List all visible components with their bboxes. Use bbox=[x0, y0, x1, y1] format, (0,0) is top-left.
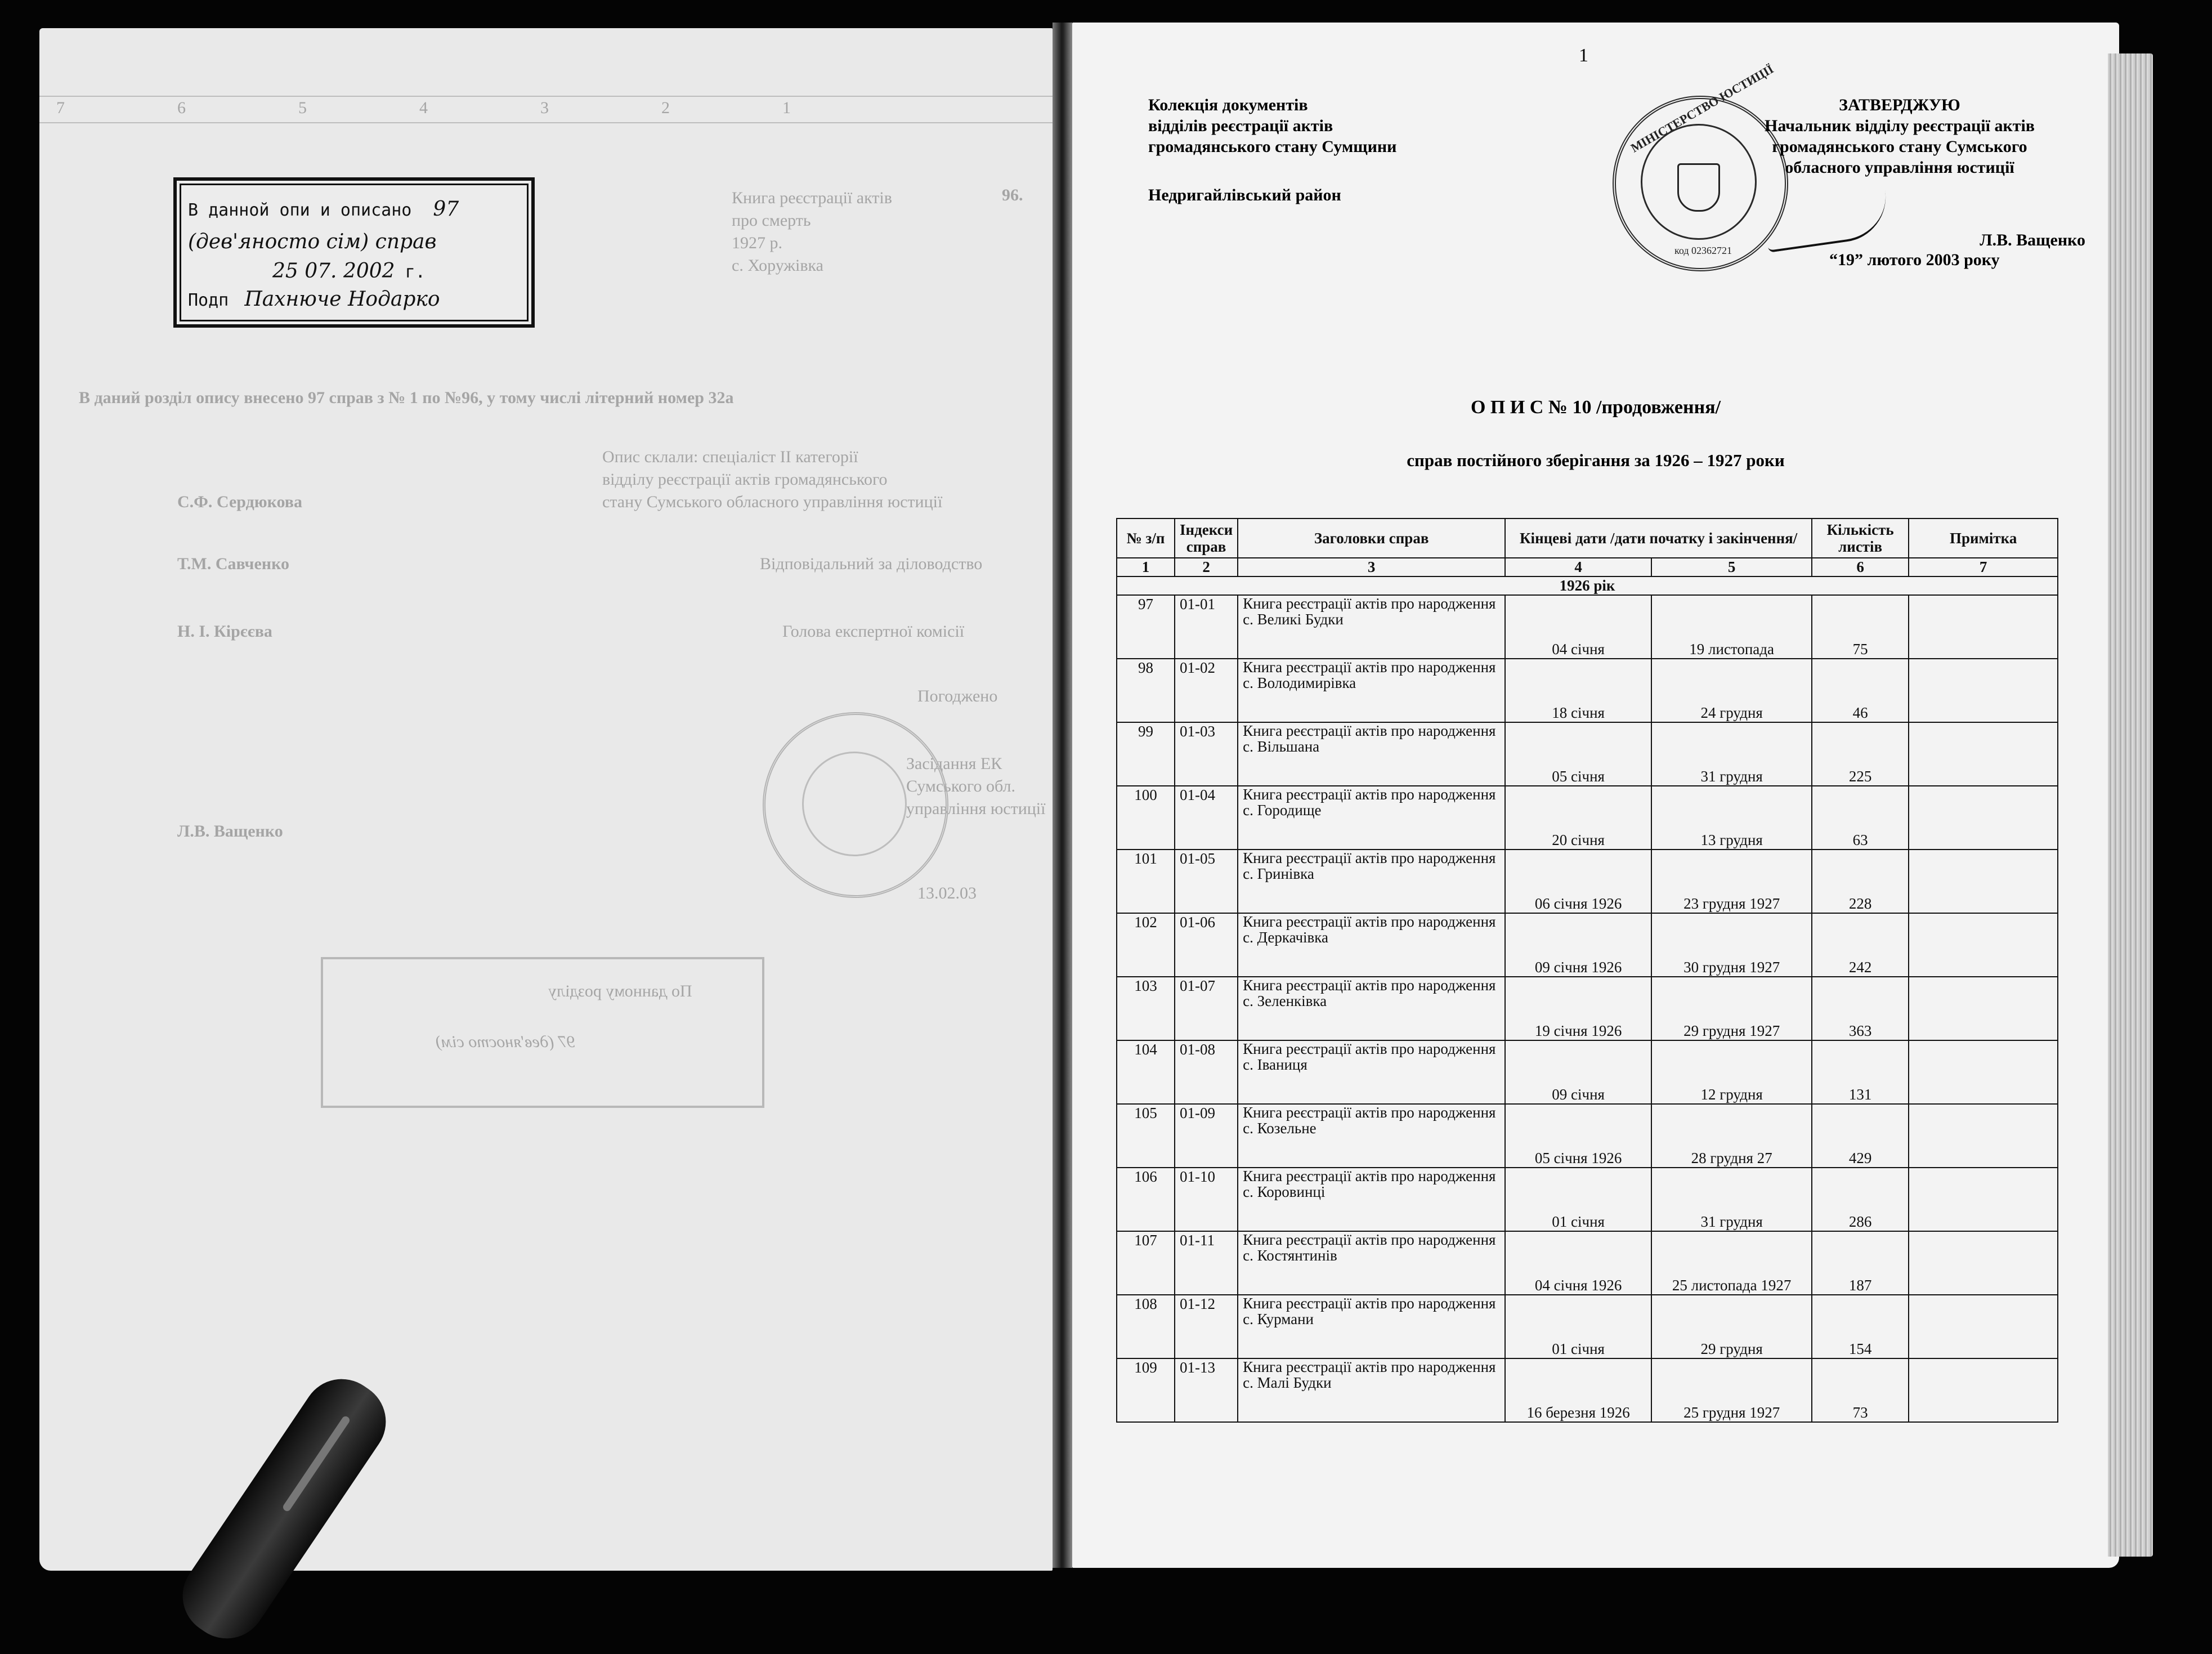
table-row bbox=[1117, 913, 2058, 977]
ghost-head-name: Н. І. Кірєєва bbox=[177, 622, 272, 641]
row-index: 01-13 bbox=[1175, 1358, 1238, 1422]
row-index: 01-11 bbox=[1175, 1231, 1238, 1295]
row-number: 107 bbox=[1117, 1231, 1175, 1295]
stamp-count-hand: 97 bbox=[433, 198, 459, 221]
ghost-agreed-1: Засідання ЕК bbox=[906, 754, 1002, 773]
row-place: с. Городище bbox=[1243, 802, 1322, 819]
row-number: 102 bbox=[1117, 913, 1175, 977]
row-number: 103 bbox=[1117, 977, 1175, 1040]
row-title-text: Книга реєстрації актів про народження bbox=[1243, 1231, 1496, 1248]
row-title-text: Книга реєстрації актів про народження bbox=[1243, 1358, 1496, 1375]
row-note bbox=[1909, 1168, 2058, 1231]
collection-line-1: Колекція документів bbox=[1148, 96, 1308, 114]
header-sheets: Кількість листів bbox=[1812, 518, 1909, 558]
row-start-date: 06 січня 1926 bbox=[1505, 850, 1651, 913]
stamp-line-3 bbox=[272, 260, 426, 283]
row-number: 106 bbox=[1117, 1168, 1175, 1231]
table-body bbox=[1117, 595, 2058, 1422]
row-index: 01-03 bbox=[1175, 722, 1238, 786]
row-title bbox=[1238, 1295, 1505, 1358]
table-header-row bbox=[1117, 518, 2058, 558]
row-end-date: 31 грудня bbox=[1651, 722, 1812, 786]
row-end-date: 25 листопада 1927 bbox=[1651, 1231, 1812, 1295]
row-end-date: 12 грудня bbox=[1651, 1040, 1812, 1104]
row-number: 98 bbox=[1117, 659, 1175, 722]
table-row bbox=[1117, 1231, 2058, 1295]
ghost-stamp-hand: 97 (дев'яносто сім) bbox=[436, 1032, 575, 1051]
column-number: 2 bbox=[1175, 558, 1238, 576]
collection-heading bbox=[1148, 95, 1396, 157]
row-title bbox=[1238, 1040, 1505, 1104]
document-title: О П И С № 10 /продовження/ bbox=[1470, 397, 1721, 418]
table-row bbox=[1117, 977, 2058, 1040]
row-title-text: Книга реєстрації актів про народження bbox=[1243, 659, 1496, 676]
row-title-text: Книга реєстрації актів про народження bbox=[1243, 913, 1496, 930]
approval-block bbox=[1714, 95, 2085, 178]
column-number: 6 bbox=[1812, 558, 1909, 576]
row-sheets: 75 bbox=[1812, 595, 1909, 659]
row-end-date: 24 грудня bbox=[1651, 659, 1812, 722]
archive-stamp bbox=[173, 177, 535, 328]
row-start-date: 04 січня 1926 bbox=[1505, 1231, 1651, 1295]
row-note bbox=[1909, 977, 2058, 1040]
approval-line-3: обласного управління юстиції bbox=[1785, 158, 2014, 177]
row-number: 105 bbox=[1117, 1104, 1175, 1168]
right-page bbox=[1072, 23, 2119, 1568]
row-number: 101 bbox=[1117, 850, 1175, 913]
column-number: 5 bbox=[1651, 558, 1812, 576]
row-title-text: Книга реєстрації актів про народження bbox=[1243, 786, 1496, 803]
ghost-entry-title-4: с. Хоружівка bbox=[732, 256, 823, 275]
row-sheets: 46 bbox=[1812, 659, 1909, 722]
column-number: 3 bbox=[1238, 558, 1505, 576]
table-row bbox=[1117, 1104, 2058, 1168]
seal-code: код 02362721 bbox=[1674, 245, 1732, 256]
row-start-date: 16 березня 1926 bbox=[1505, 1358, 1651, 1422]
approval-line-2: громадянського стану Сумського bbox=[1772, 137, 2027, 156]
row-index: 01-05 bbox=[1175, 850, 1238, 913]
row-index: 01-01 bbox=[1175, 595, 1238, 659]
row-start-date: 09 січня bbox=[1505, 1040, 1651, 1104]
row-title-text: Книга реєстрації актів про народження bbox=[1243, 1168, 1496, 1184]
ghost-compiler-2: відділу реєстрації актів громадянського bbox=[602, 470, 888, 489]
row-start-date: 09 січня 1926 bbox=[1505, 913, 1651, 977]
row-place: с. Вільшана bbox=[1243, 738, 1320, 755]
table-row bbox=[1117, 659, 2058, 722]
row-start-date: 04 січня bbox=[1505, 595, 1651, 659]
row-number: 97 bbox=[1117, 595, 1175, 659]
table-row bbox=[1117, 786, 2058, 850]
document-subtitle: справ постійного зберігання за 1926 – 1927 роки bbox=[1407, 450, 1785, 470]
table-row bbox=[1117, 1168, 2058, 1231]
table-row bbox=[1117, 722, 2058, 786]
row-place: с. Володимирівка bbox=[1243, 674, 1356, 691]
row-index: 01-10 bbox=[1175, 1168, 1238, 1231]
row-index: 01-09 bbox=[1175, 1104, 1238, 1168]
row-note bbox=[1909, 722, 2058, 786]
row-end-date: 31 грудня bbox=[1651, 1168, 1812, 1231]
row-sheets: 225 bbox=[1812, 722, 1909, 786]
column-number-row bbox=[1117, 558, 2058, 576]
row-note bbox=[1909, 913, 2058, 977]
table-row bbox=[1117, 1358, 2058, 1422]
approval-line-1: Начальник відділу реєстрації актів bbox=[1765, 117, 2035, 135]
row-index: 01-07 bbox=[1175, 977, 1238, 1040]
row-place: с. Деркачівка bbox=[1243, 929, 1328, 946]
collection-line-3: громадянського стану Сумщини bbox=[1148, 137, 1397, 156]
year-label: 1926 рік bbox=[1117, 576, 2058, 595]
row-note bbox=[1909, 786, 2058, 850]
row-end-date: 25 грудня 1927 bbox=[1651, 1358, 1812, 1422]
left-page bbox=[39, 28, 1053, 1571]
row-start-date: 05 січня bbox=[1505, 722, 1651, 786]
row-note bbox=[1909, 1358, 2058, 1422]
row-index: 01-04 bbox=[1175, 786, 1238, 850]
row-sheets: 242 bbox=[1812, 913, 1909, 977]
ghost-stamp bbox=[321, 957, 764, 1108]
row-title-text: Книга реєстрації актів про народження bbox=[1243, 722, 1496, 739]
row-note bbox=[1909, 850, 2058, 913]
row-title bbox=[1238, 1358, 1505, 1422]
row-sheets: 228 bbox=[1812, 850, 1909, 913]
row-title bbox=[1238, 595, 1505, 659]
table-row bbox=[1117, 850, 2058, 913]
approval-name: Л.В. Ващенко bbox=[1980, 231, 2085, 249]
row-index: 01-06 bbox=[1175, 913, 1238, 977]
book-spine bbox=[1053, 23, 1072, 1568]
page-edges bbox=[2108, 53, 2153, 1557]
stamp-printed-text: В данной опи и описано bbox=[188, 200, 412, 220]
table-row bbox=[1117, 595, 2058, 659]
row-index: 01-02 bbox=[1175, 659, 1238, 722]
column-number: 1 bbox=[1117, 558, 1175, 576]
table-row bbox=[1117, 1040, 2058, 1104]
ghost-compiler-1: Опис склали: спеціаліст II категорії bbox=[602, 448, 858, 466]
ghost-seal-inner bbox=[802, 752, 907, 856]
row-end-date: 19 листопада bbox=[1651, 595, 1812, 659]
ghost-agreed-date: 13.02.03 bbox=[917, 884, 977, 902]
row-sheets: 187 bbox=[1812, 1231, 1909, 1295]
district-name: Недригайлівський район bbox=[1148, 186, 1341, 204]
row-title bbox=[1238, 913, 1505, 977]
row-note bbox=[1909, 1231, 2058, 1295]
year-row bbox=[1117, 576, 2058, 595]
stamp-sign-label: Подп bbox=[188, 290, 229, 310]
row-title bbox=[1238, 850, 1505, 913]
column-number: 4 bbox=[1505, 558, 1651, 576]
row-sheets: 63 bbox=[1812, 786, 1909, 850]
header-no: № з/п bbox=[1117, 518, 1175, 558]
row-title-text: Книга реєстрації актів про народження bbox=[1243, 1104, 1496, 1121]
row-end-date: 30 грудня 1927 bbox=[1651, 913, 1812, 977]
row-sheets: 131 bbox=[1812, 1040, 1909, 1104]
table-row bbox=[1117, 1295, 2058, 1358]
row-place: с. Костянтинів bbox=[1243, 1247, 1337, 1264]
column-number: 7 bbox=[1909, 558, 2058, 576]
row-place: с. Великі Будки bbox=[1243, 611, 1344, 628]
row-sheets: 154 bbox=[1812, 1295, 1909, 1358]
ghost-entry-title-2: про смерть bbox=[732, 211, 811, 230]
stamp-line-2: (дев'яносто сім) справ bbox=[188, 230, 437, 253]
header-title: Заголовки справ bbox=[1238, 518, 1505, 558]
row-title bbox=[1238, 1168, 1505, 1231]
row-note bbox=[1909, 1040, 2058, 1104]
stamp-line-1 bbox=[188, 198, 459, 221]
seal-text: МІНІСТЕРСТВО ЮСТИЦІЇ bbox=[1628, 61, 1776, 155]
ghost-compiler-name: С.Ф. Сердюкова bbox=[177, 493, 303, 511]
ghost-head: Голова експертної комісії bbox=[782, 622, 965, 641]
row-title-text: Книга реєстрації актів про народження bbox=[1243, 1040, 1496, 1057]
header-index: Індекси справ bbox=[1175, 518, 1238, 558]
row-title bbox=[1238, 786, 1505, 850]
row-end-date: 23 грудня 1927 bbox=[1651, 850, 1812, 913]
row-title-text: Книга реєстрації актів про народження bbox=[1243, 850, 1496, 866]
ghost-entry-title-1: Книга реєстрації актів bbox=[732, 189, 892, 207]
row-number: 99 bbox=[1117, 722, 1175, 786]
row-sheets: 73 bbox=[1812, 1358, 1909, 1422]
inventory-table bbox=[1116, 518, 2058, 1423]
row-sheets: 429 bbox=[1812, 1104, 1909, 1168]
row-start-date: 18 січня bbox=[1505, 659, 1651, 722]
ghost-agreed-2: Сумського обл. bbox=[906, 777, 1015, 795]
row-start-date: 01 січня bbox=[1505, 1295, 1651, 1358]
stamp-line-4 bbox=[188, 288, 440, 311]
page-number: 1 bbox=[1579, 45, 1588, 66]
header-note: Примітка bbox=[1909, 518, 2058, 558]
approval-date: “19” лютого 2003 року bbox=[1829, 251, 2000, 269]
row-place: с. Іваниця bbox=[1243, 1056, 1308, 1073]
row-note bbox=[1909, 1295, 2058, 1358]
approval-title: ЗАТВЕРДЖУЮ bbox=[1839, 96, 1960, 114]
row-place: с. Зеленківка bbox=[1243, 993, 1327, 1009]
collection-line-2: відділів реєстрації актів bbox=[1148, 117, 1333, 135]
row-title bbox=[1238, 722, 1505, 786]
ghost-agreed: Погоджено bbox=[917, 687, 998, 705]
row-place: с. Коровинці bbox=[1243, 1183, 1326, 1200]
row-number: 104 bbox=[1117, 1040, 1175, 1104]
row-end-date: 29 грудня bbox=[1651, 1295, 1812, 1358]
row-number: 100 bbox=[1117, 786, 1175, 850]
ghost-summary: В даний розділ опису внесено 97 справ з № 1 по №96, у тому числі літерний номер 32а bbox=[79, 388, 734, 407]
ghost-entry-title-3: 1927 р. bbox=[732, 234, 782, 252]
row-title-text: Книга реєстрації актів про народження bbox=[1243, 1295, 1496, 1312]
row-title bbox=[1238, 659, 1505, 722]
row-place: с. Козельне bbox=[1243, 1120, 1317, 1137]
row-title bbox=[1238, 977, 1505, 1040]
ghost-entry-no: 96. bbox=[1002, 186, 1023, 204]
row-note bbox=[1909, 1104, 2058, 1168]
row-note bbox=[1909, 659, 2058, 722]
ghost-agreed-name: Л.В. Ващенко bbox=[177, 822, 283, 841]
row-place: с. Курмани bbox=[1243, 1311, 1314, 1327]
row-start-date: 01 січня bbox=[1505, 1168, 1651, 1231]
row-place: с. Малі Будки bbox=[1243, 1374, 1332, 1391]
ghost-compiler-3: стану Сумського обласного управління юстиції bbox=[602, 493, 943, 511]
row-number: 108 bbox=[1117, 1295, 1175, 1358]
row-start-date: 19 січня 1926 bbox=[1505, 977, 1651, 1040]
row-sheets: 286 bbox=[1812, 1168, 1909, 1231]
row-title bbox=[1238, 1231, 1505, 1295]
row-note bbox=[1909, 595, 2058, 659]
stamp-sign-hand: Пахнюче Нодарко bbox=[244, 288, 440, 311]
ghost-agreed-3: управління юстиції bbox=[906, 799, 1046, 818]
row-end-date: 29 грудня 1927 bbox=[1651, 977, 1812, 1040]
row-start-date: 20 січня bbox=[1505, 786, 1651, 850]
row-index: 01-12 bbox=[1175, 1295, 1238, 1358]
stamp-date-hand: 25 07. 2002 bbox=[272, 260, 395, 283]
row-end-date: 28 грудня 27 bbox=[1651, 1104, 1812, 1168]
row-title-text: Книга реєстрації актів про народження bbox=[1243, 977, 1496, 994]
row-place: с. Гринівка bbox=[1243, 865, 1314, 882]
row-number: 109 bbox=[1117, 1358, 1175, 1422]
row-sheets: 363 bbox=[1812, 977, 1909, 1040]
ghost-header-numbers: 7654321 bbox=[56, 99, 903, 117]
row-start-date: 05 січня 1926 bbox=[1505, 1104, 1651, 1168]
row-title-text: Книга реєстрації актів про народження bbox=[1243, 595, 1496, 612]
row-title bbox=[1238, 1104, 1505, 1168]
ghost-checked-name: Т.М. Савченко bbox=[177, 555, 289, 573]
ghost-checked: Відповідальний за діловодство bbox=[760, 555, 983, 573]
row-end-date: 13 грудня bbox=[1651, 786, 1812, 850]
row-index: 01-08 bbox=[1175, 1040, 1238, 1104]
stamp-date-suffix: г. bbox=[405, 262, 426, 282]
ghost-stamp-text: По данному розділу bbox=[548, 982, 692, 1000]
header-dates: Кінцеві дати /дати початку і закінчення/ bbox=[1505, 518, 1812, 558]
